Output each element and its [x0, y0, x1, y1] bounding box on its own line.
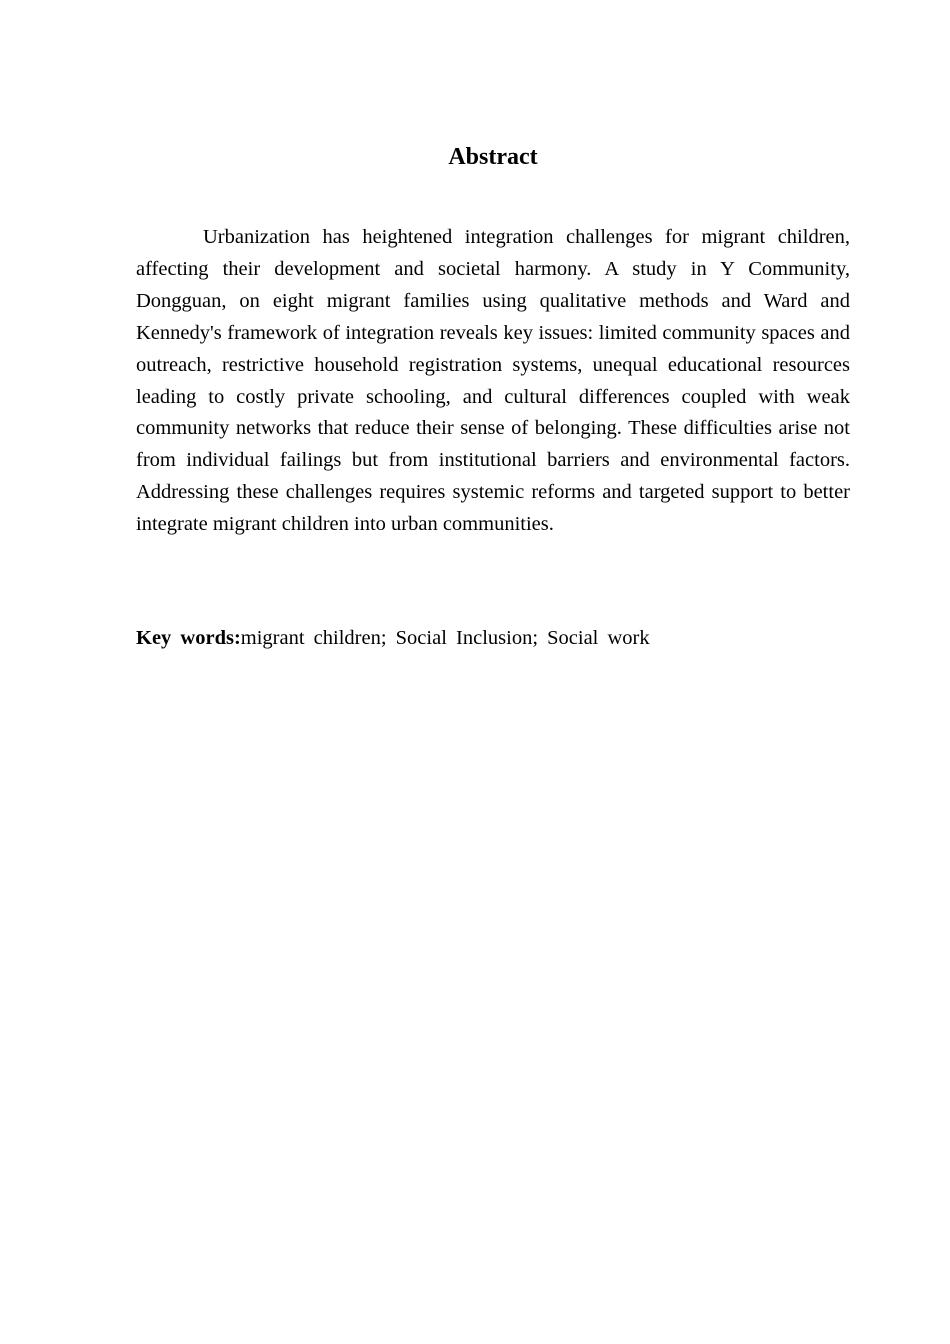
keywords-value: migrant children; Social Inclusion; Social work — [240, 627, 650, 649]
abstract-body: Urbanization has heightened integration challenges for migrant children, affecting their development and societal harmony. A study in Y Community, Dongguan, on eight migrant families using qualitative methods and Ward and Kennedy's framework of integration reveals key issues: limited community spaces and outreach, restrictive household registration systems, unequal educational resources leading to costly private schooling, and cultural differences coupled with weak community networks that reduce their sense of belonging. These difficulties arise not from individual failings but from institutional barriers and environmental factors. Addressing these challenges requires systemic reforms and targeted support to better integrate migrant children into urban communities. — [136, 226, 850, 536]
abstract-title: Abstract — [448, 144, 538, 170]
keywords-label: Key words: — [136, 627, 241, 649]
keywords-line — [136, 622, 850, 654]
